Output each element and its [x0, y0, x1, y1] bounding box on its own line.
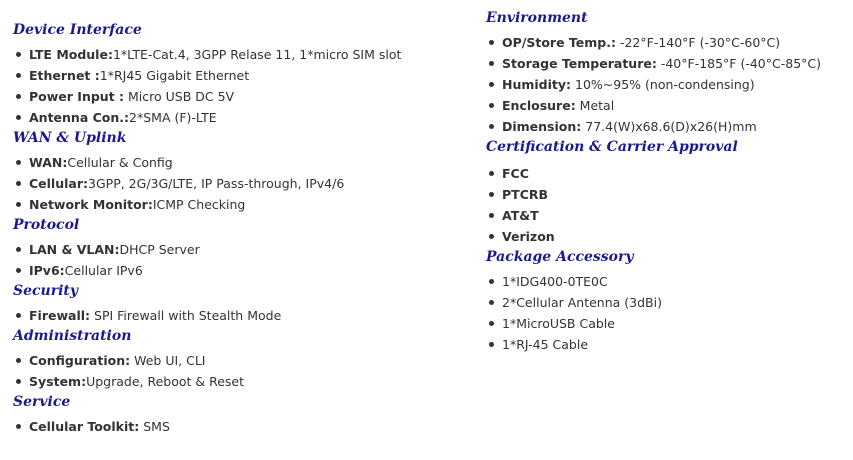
spec-item — [486, 271, 846, 292]
spec-label: Verizon — [502, 229, 555, 244]
spec-value: SPI Firewall with Stealth Mode — [90, 308, 282, 323]
spec-value: 10%~95% (non-condensing) — [571, 77, 755, 92]
spec-label: IPv6: — [29, 263, 65, 278]
spec-label: Ethernet : — [29, 68, 100, 83]
administration-list — [13, 350, 463, 392]
left-column — [13, 20, 463, 437]
section-title-environment: Environment — [486, 10, 588, 26]
spec-item — [486, 53, 846, 74]
spec-label: LAN & VLAN: — [29, 242, 120, 257]
spec-item — [486, 205, 846, 226]
spec-value: DHCP Server — [119, 242, 200, 257]
spec-item — [486, 313, 846, 334]
spec-label: Power Input : — [29, 89, 125, 104]
section-title-certification: Certification & Carrier Approval — [486, 139, 738, 155]
spec-value: ICMP Checking — [152, 197, 246, 212]
spec-item — [486, 334, 846, 355]
spec-label: Storage Temperature: — [502, 56, 657, 71]
section-title-service: Service — [13, 394, 71, 410]
spec-label: WAN: — [29, 155, 68, 170]
protocol-list — [13, 239, 463, 281]
spec-item — [13, 107, 463, 128]
spec-label: OP/Store Temp.: — [502, 35, 616, 50]
spec-item — [13, 65, 463, 86]
spec-value: 2*SMA (F)-LTE — [129, 110, 217, 125]
spec-label: Firewall: — [29, 308, 91, 323]
spec-item — [486, 95, 846, 116]
security-list — [13, 305, 463, 326]
section-title-security: Security — [13, 283, 79, 299]
wan-uplink-list — [13, 152, 463, 215]
device-interface-list — [13, 44, 463, 128]
spec-item — [13, 194, 463, 215]
spec-value: Micro USB DC 5V — [124, 89, 235, 104]
spec-item — [486, 226, 846, 247]
spec-label: AT&T — [502, 208, 539, 223]
spec-label: Dimension: — [502, 119, 582, 134]
spec-value: 1*MicroUSB Cable — [502, 316, 615, 331]
spec-item — [13, 305, 463, 326]
spec-label: Network Monitor: — [29, 197, 153, 212]
spec-value: Web UI, CLI — [130, 353, 206, 368]
spec-item — [13, 350, 463, 371]
spec-value: Upgrade, Reboot & Reset — [86, 374, 245, 389]
spec-label: FCC — [502, 166, 529, 181]
spec-item — [486, 32, 846, 53]
spec-item — [486, 163, 846, 184]
environment-list — [486, 32, 846, 137]
spec-item — [13, 44, 463, 65]
spec-value: Cellular IPv6 — [64, 263, 143, 278]
spec-value: -22°F-140°F (-30°C-60°C) — [615, 35, 781, 50]
spec-item — [13, 173, 463, 194]
spec-label: Antenna Con.: — [29, 110, 130, 125]
spec-value: 1*IDG400-0TE0C — [502, 274, 608, 289]
right-column — [486, 8, 846, 355]
section-title-administration: Administration — [13, 328, 132, 344]
spec-label: Cellular: — [29, 176, 89, 191]
spec-item — [486, 116, 846, 137]
spec-label: LTE Module: — [29, 47, 113, 62]
section-title-device-interface: Device Interface — [13, 22, 142, 38]
spec-label: Cellular Toolkit: — [29, 419, 140, 434]
spec-item — [486, 74, 846, 95]
spec-label: Configuration: — [29, 353, 131, 368]
spec-value: 2*Cellular Antenna (3dBi) — [502, 295, 662, 310]
spec-item — [13, 371, 463, 392]
section-title-wan-uplink: WAN & Uplink — [13, 130, 127, 146]
spec-value: 1*RJ-45 Cable — [502, 337, 589, 352]
spec-value: SMS — [139, 419, 170, 434]
spec-item — [13, 416, 463, 437]
spec-label: Enclosure: — [502, 98, 576, 113]
spec-item — [13, 260, 463, 281]
spec-label: System: — [29, 374, 87, 389]
spec-value: 3GPP, 2G/3G/LTE, IP Pass-through, IPv4/6 — [88, 176, 345, 191]
spec-value: 1*LTE-Cat.4, 3GPP Relase 11, 1*micro SIM slot — [112, 47, 402, 62]
package-accessory-list — [486, 271, 846, 355]
spec-value: -40°F-185°F (-40°C-85°C) — [656, 56, 822, 71]
spec-item — [486, 184, 846, 205]
spec-label: Humidity: — [502, 77, 572, 92]
service-list — [13, 416, 463, 437]
spec-label: PTCRB — [502, 187, 549, 202]
spec-item — [13, 152, 463, 173]
spec-item — [13, 239, 463, 260]
spec-value: 1*RJ45 Gigabit Ethernet — [99, 68, 250, 83]
spec-value: 77.4(W)x68.6(D)x26(H)mm — [581, 119, 757, 134]
certification-list — [486, 163, 846, 247]
spec-item — [486, 292, 846, 313]
section-title-package-accessory: Package Accessory — [486, 249, 634, 265]
spec-value: Cellular & Config — [67, 155, 173, 170]
spec-item — [13, 86, 463, 107]
spec-value: Metal — [575, 98, 615, 113]
section-title-protocol: Protocol — [13, 217, 80, 233]
